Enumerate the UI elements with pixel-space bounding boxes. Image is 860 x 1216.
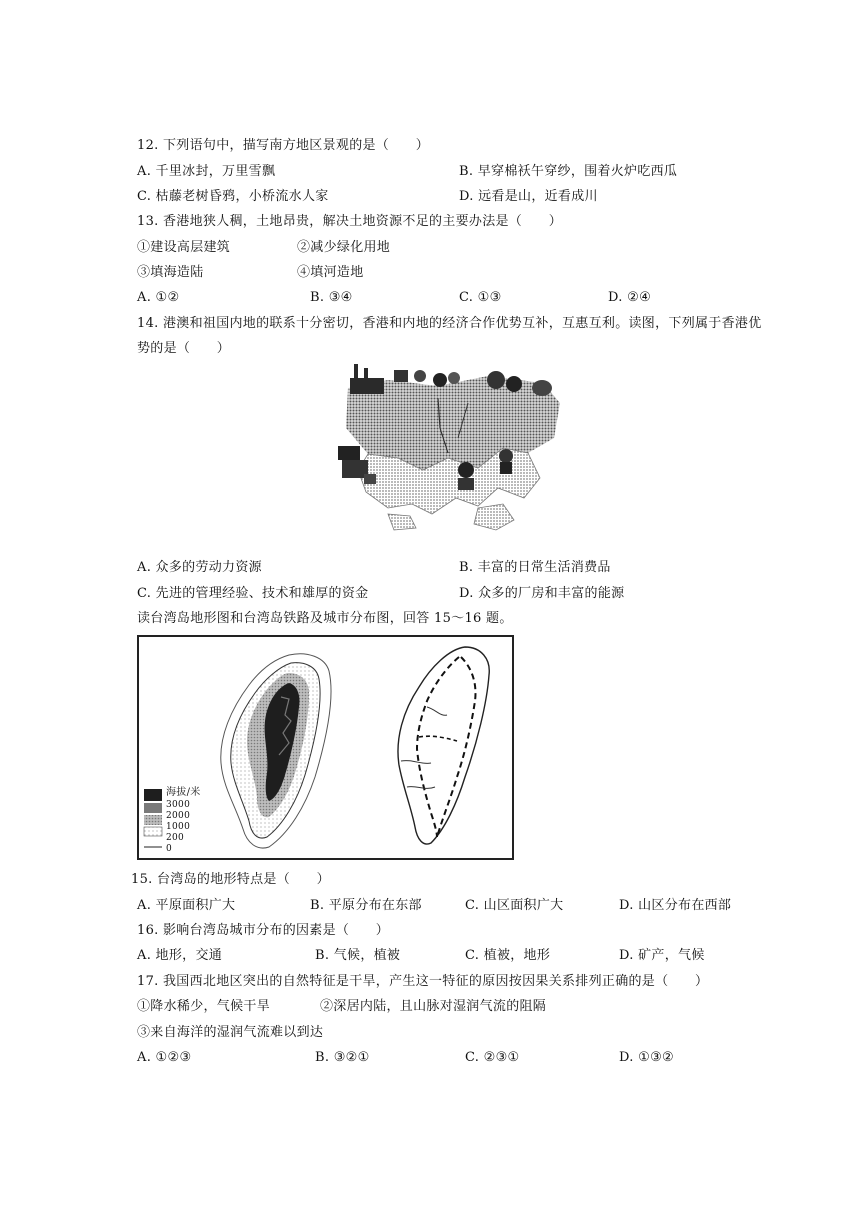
q13-statement-3: ③填海造陆 <box>137 265 204 280</box>
q17-option-c: C. ②③① <box>465 1050 520 1065</box>
legend-level-200: 200 <box>166 833 185 843</box>
q13-stem: 13. 香港地狭人稠，土地昂贵，解决土地资源不足的主要办法是（ ） <box>137 214 563 229</box>
legend-level-3000: 3000 <box>166 800 191 810</box>
q17-statement-1: ①降水稀少，气候干旱 <box>137 999 271 1014</box>
q17-option-d: D. ①③② <box>619 1050 674 1065</box>
q17-stem: 17. 我国西北地区突出的自然特征是干旱，产生这一特征的原因按因果关系排列正确的是（ ） <box>137 974 709 989</box>
q15-option-b: B. 平原分布在东部 <box>310 898 422 913</box>
q16-option-b: B. 气候，植被 <box>315 948 401 963</box>
q14-option-d: D. 众多的厂房和丰富的能源 <box>459 586 625 601</box>
q16-option-d: D. 矿产，气候 <box>619 948 705 963</box>
q17-option-a: A. ①②③ <box>137 1050 192 1065</box>
q14-option-c: C. 先进的管理经验、技术和雄厚的资金 <box>137 586 369 601</box>
q13-option-a: A. ①② <box>137 290 180 305</box>
q17-statement-3: ③来自海洋的湿润气流难以到达 <box>137 1025 324 1040</box>
legend-level-1000: 1000 <box>166 822 191 832</box>
q14-stem-line2: 势的是（ ） <box>137 341 231 356</box>
hongkong-mainland-illustration <box>328 358 568 536</box>
taiwan-railway-map <box>387 637 512 858</box>
q15-stem: 15. 台湾岛的地形特点是（ ） <box>131 872 330 887</box>
q15-option-a: A. 平原面积广大 <box>137 898 236 913</box>
q14-option-a: A. 众多的劳动力资源 <box>137 560 262 575</box>
q13-option-c: C. ①③ <box>459 290 502 305</box>
legend-level-2000: 2000 <box>166 811 191 821</box>
q15-option-c: C. 山区面积广大 <box>465 898 564 913</box>
q13-statement-2: ②减少绿化用地 <box>297 240 391 255</box>
q17-option-b: B. ③②① <box>315 1050 370 1065</box>
q12-option-c: C. 枯藤老树昏鸦，小桥流水人家 <box>137 189 329 204</box>
q13-option-b: B. ③④ <box>310 290 353 305</box>
q12-option-a: A. 千里冰封，万里雪飘 <box>137 164 276 179</box>
q16-option-c: C. 植被，地形 <box>465 948 551 963</box>
elevation-legend <box>144 789 162 847</box>
taiwan-maps-frame <box>137 635 514 860</box>
q13-statement-1: ①建设高层建筑 <box>137 240 231 255</box>
q16-stem: 16. 影响台湾岛城市分布的因素是（ ） <box>137 923 390 938</box>
q12-stem: 12. 下列语句中，描写南方地区景观的是（ ） <box>137 138 430 153</box>
q12-option-b: B. 早穿棉袄午穿纱，围着火炉吃西瓜 <box>459 164 678 179</box>
intro-15-16: 读台湾岛地形图和台湾岛铁路及城市分布图，回答 15～16 题。 <box>137 611 513 626</box>
legend-level-0: 0 <box>166 844 173 854</box>
q17-statement-2: ②深居内陆，且山脉对湿润气流的阻隔 <box>320 999 547 1014</box>
q12-option-d: D. 远看是山，近看成川 <box>459 189 598 204</box>
q14-option-b: B. 丰富的日常生活消费品 <box>459 560 611 575</box>
q15-option-d: D. 山区分布在西部 <box>619 898 732 913</box>
q16-option-a: A. 地形，交通 <box>137 948 223 963</box>
q14-stem-line1: 14. 港澳和祖国内地的联系十分密切，香港和内地的经济合作优势互补，互惠互利。读图，下列属于香港优 <box>137 316 762 331</box>
q13-option-d: D. ②④ <box>608 290 652 305</box>
legend-title: 海拔/米 <box>166 787 201 798</box>
q13-statement-4: ④填河造地 <box>297 265 364 280</box>
